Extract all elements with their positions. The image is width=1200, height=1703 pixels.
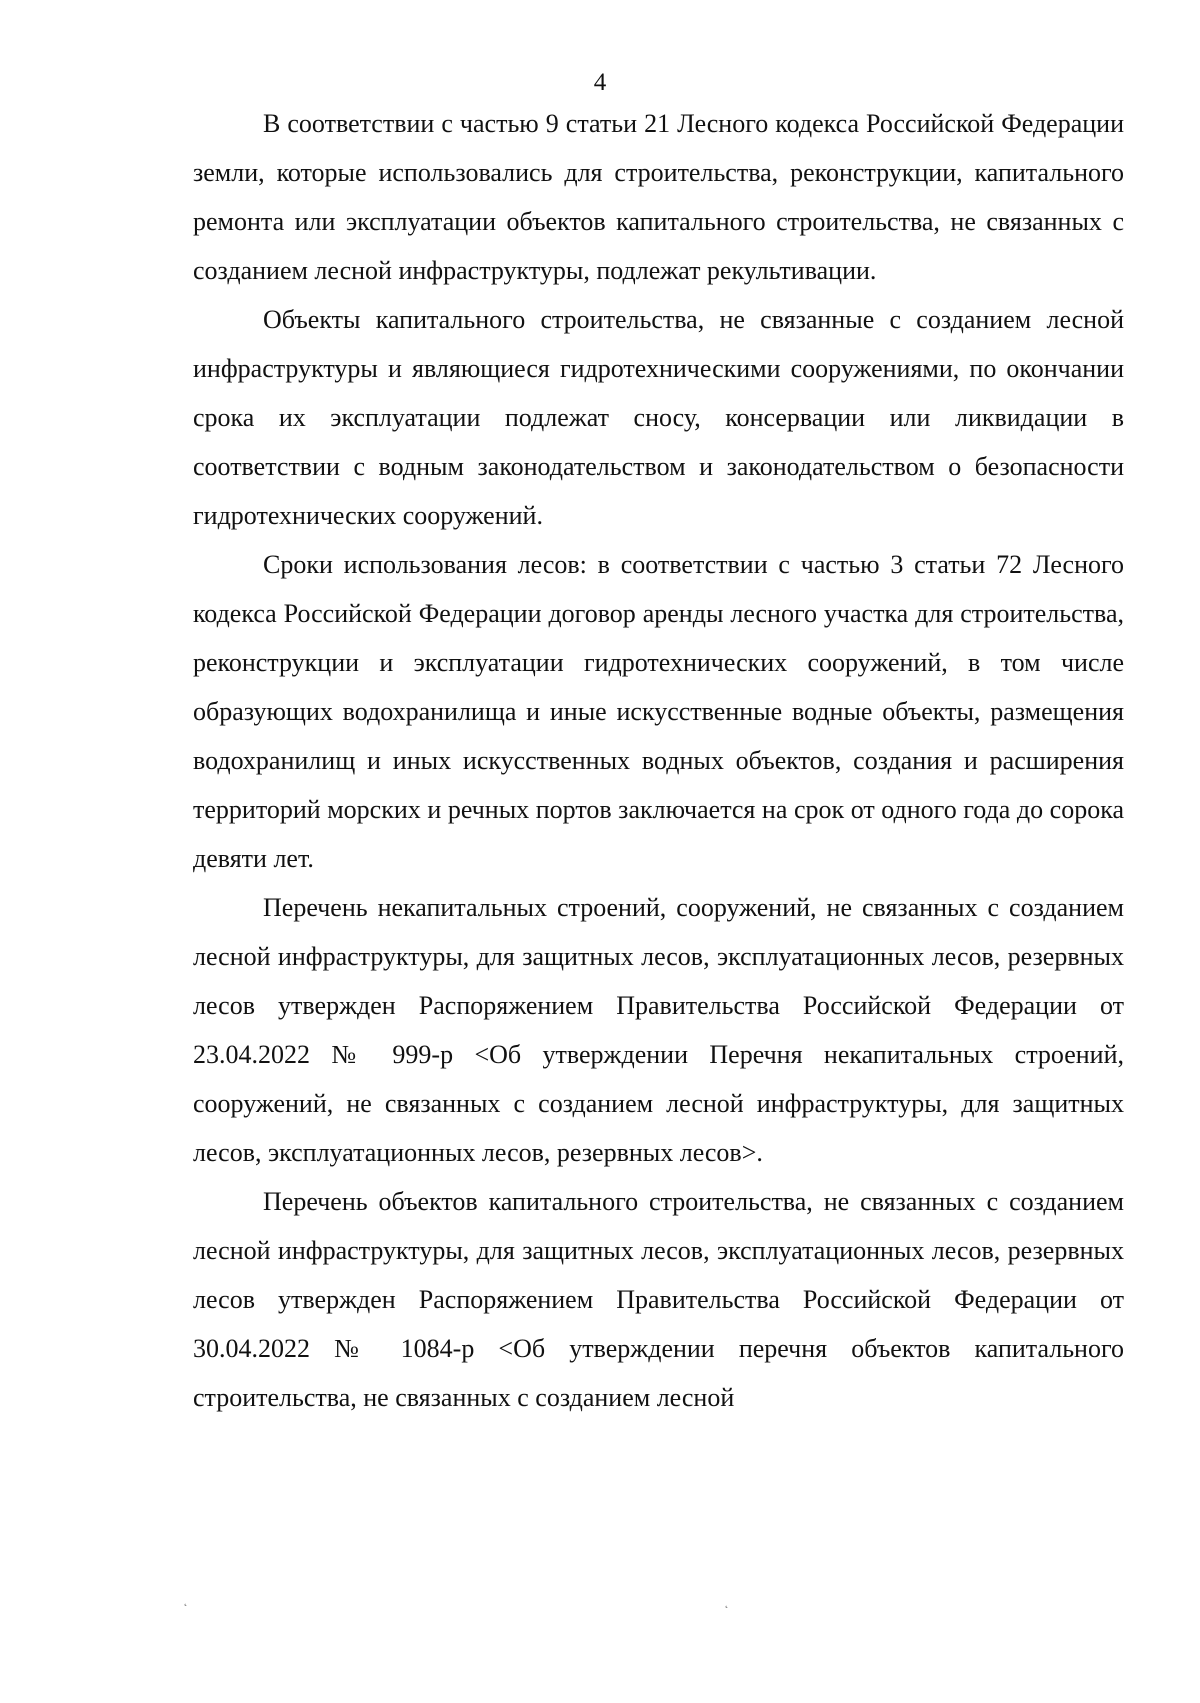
scan-mark-left: ˛: [184, 1596, 188, 1607]
paragraph-non-capital-structures-list: Перечень некапитальных строений, сооружений, не связанных с созданием лесной инфраструктуры, для защитных лесов, эксплуатационных лесов, резервных лесов утвержден Распоряжением Правительства Российской Федерации от 23.04.2022 № 999-р <Об утверждении Перечня некапитальных строений, сооружений, не связанных с созданием лесной инфраструктуры, для защитных лесов, эксплуатационных лесов, резервных лесов>.: [193, 893, 1124, 1167]
paragraph-forest-use-terms: Сроки использования лесов: в соответствии с частью 3 статьи 72 Лесного кодекса Российской Федерации договор аренды лесного участка для строительства, реконструкции и эксплуатации гидротехнических сооружений, в том числе образующих водохранилища и иные искусственные водные объекты, размещения водохранилищ и иных искусственных водных объектов, создания и расширения территорий морских и речных портов заключается на срок от одного года до сорока девяти лет.: [193, 550, 1124, 873]
scan-mark-center: ˛: [725, 1598, 729, 1609]
paragraph-recultivation: В соответствии с частью 9 статьи 21 Лесного кодекса Российской Федерации земли, которые использовались для строительства, реконструкции, капитального ремонта или эксплуатации объектов капитального строительства, не связанных с созданием лесной инфраструктуры, подлежат рекультивации.: [193, 109, 1124, 285]
paragraph-hydrotechnical-objects: Объекты капитального строительства, не связанные с созданием лесной инфраструктуры и являющиеся гидротехническими сооружениями, по окончании срока их эксплуатации подлежат сносу, консервации или ликвидации в соответствии с водным законодательством и законодательством о безопасности гидротехнических сооружений.: [193, 305, 1124, 530]
document-body: [193, 99, 1124, 1422]
page-number: 4: [593, 69, 607, 96]
paragraph-capital-construction-list: Перечень объектов капитального строительства, не связанных с созданием лесной инфраструктуры, для защитных лесов, эксплуатационных лесов, резервных лесов утвержден Распоряжением Правительства Российской Федерации от 30.04.2022 № 1084-р <Об утверждении перечня объектов капитального строительства, не связанных с созданием лесной: [193, 1187, 1124, 1412]
